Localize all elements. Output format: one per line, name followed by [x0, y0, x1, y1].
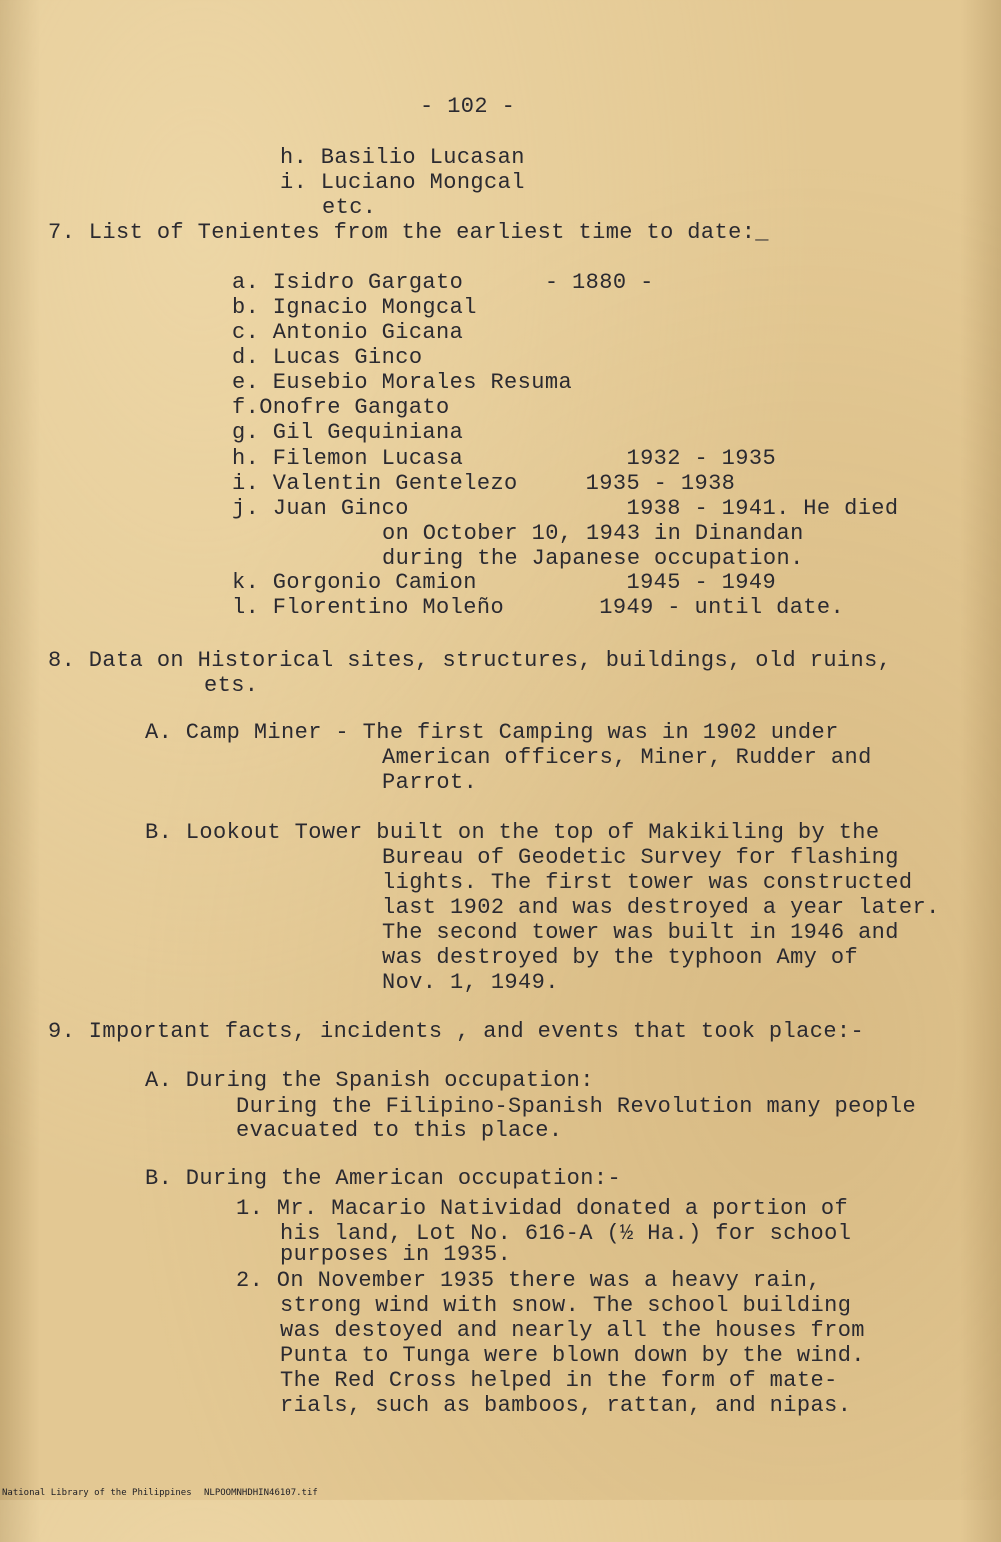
- event-text: purposes in 1935.: [280, 1242, 512, 1267]
- event-text: The Red Cross helped in the form of mate-: [280, 1368, 838, 1393]
- section-heading-8-continuation: ets.: [204, 673, 259, 698]
- event-item-1: 1. Mr. Macario Natividad donated a portion of: [236, 1196, 849, 1221]
- site-entry-b: B. Lookout Tower built on the top of Makikiling by the: [145, 820, 880, 845]
- list-item: i. Valentin Gentelezo 1935 - 1938: [232, 471, 736, 496]
- event-text: strong wind with snow. The school building: [280, 1293, 852, 1318]
- list-item: b. Ignacio Mongcal: [232, 295, 477, 320]
- list-item: l. Florentino Moleño 1949 - until date.: [232, 595, 845, 620]
- site-entry-continuation: last 1902 and was destroyed a year later.: [382, 895, 940, 920]
- text-line: i. Luciano Mongcal: [280, 170, 525, 195]
- text-line: etc.: [322, 195, 377, 220]
- event-text: During the Filipino-Spanish Revolution many people: [236, 1094, 917, 1119]
- event-text: Punta to Tunga were blown down by the wind.: [280, 1343, 865, 1368]
- list-item: c. Antonio Gicana: [232, 320, 464, 345]
- site-entry-continuation: Parrot.: [382, 770, 478, 795]
- site-entry-continuation: lights. The first tower was constructed: [382, 870, 913, 895]
- site-entry-continuation: Nov. 1, 1949.: [382, 970, 559, 995]
- section-heading-7: 7. List of Tenientes from the earliest time to date:_: [48, 220, 769, 245]
- list-item: a. Isidro Gargato - 1880 -: [232, 270, 654, 295]
- site-entry-a: A. Camp Miner - The first Camping was in 1902 under: [145, 720, 839, 745]
- list-item: f.Onofre Gangato: [232, 395, 450, 420]
- event-text: evacuated to this place.: [236, 1118, 563, 1143]
- list-item: g. Gil Gequiniana: [232, 420, 464, 445]
- event-item-2: 2. On November 1935 there was a heavy rain,: [236, 1268, 821, 1293]
- event-subheading-b: B. During the American occupation:-: [145, 1166, 622, 1191]
- section-heading-8: 8. Data on Historical sites, structures, buildings, old ruins,: [48, 648, 892, 673]
- list-item: j. Juan Ginco 1938 - 1941. He died: [232, 496, 899, 521]
- page-number: - 102 -: [420, 94, 516, 119]
- site-entry-continuation: Bureau of Geodetic Survey for flashing: [382, 845, 899, 870]
- list-item-continuation: on October 10, 1943 in Dinandan: [382, 521, 804, 546]
- site-entry-continuation: The second tower was built in 1946 and: [382, 920, 899, 945]
- list-item: k. Gorgonio Camion 1945 - 1949: [232, 570, 777, 595]
- list-item: h. Filemon Lucasa 1932 - 1935: [232, 446, 777, 471]
- scan-footer: [0, 1486, 1001, 1500]
- list-item-continuation: during the Japanese occupation.: [382, 546, 804, 571]
- footer-library: National Library of the Philippines: [2, 1488, 192, 1498]
- footer-file-id: NLPOOMNHDHIN46107.tif: [204, 1488, 318, 1498]
- site-entry-continuation: was destroyed by the typhoon Amy of: [382, 945, 859, 970]
- event-text: rials, such as bamboos, rattan, and nipas.: [280, 1393, 852, 1418]
- list-item: d. Lucas Ginco: [232, 345, 423, 370]
- text-line: h. Basilio Lucasan: [280, 145, 525, 170]
- section-heading-9: 9. Important facts, incidents , and events that took place:-: [48, 1019, 865, 1044]
- list-item: e. Eusebio Morales Resuma: [232, 370, 573, 395]
- site-entry-continuation: American officers, Miner, Rudder and: [382, 745, 872, 770]
- event-text: his land, Lot No. 616-A (½ Ha.) for school: [280, 1221, 852, 1246]
- event-subheading-a: A. During the Spanish occupation:: [145, 1068, 594, 1093]
- event-text: was destoyed and nearly all the houses from: [280, 1318, 865, 1343]
